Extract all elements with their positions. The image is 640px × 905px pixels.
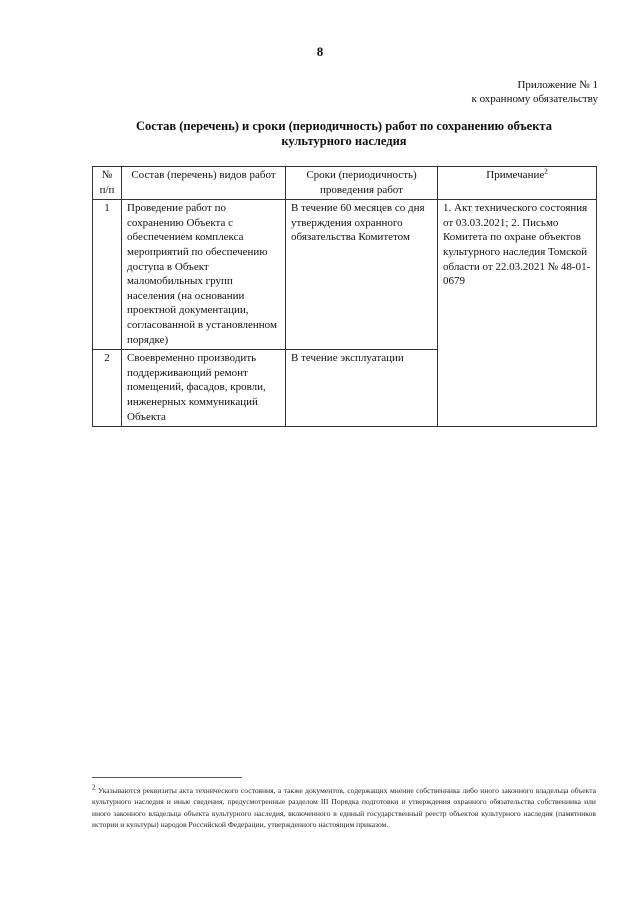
- row-terms-cell: В течение 60 месяцев со дня утверждения охранного обязательства Комитетом: [286, 200, 438, 350]
- appendix-reference: [338, 78, 598, 106]
- works-table: [92, 166, 597, 427]
- header-terms: Сроки (периодичность) проведения работ: [286, 167, 438, 200]
- header-num: № п/п: [93, 167, 122, 200]
- table-header-row: [93, 167, 597, 200]
- footnote-mark: 2: [92, 783, 96, 792]
- document-title-line-1: Состав (перечень) и сроки (периодичность) работ по сохранению объекта: [136, 119, 552, 133]
- footnote-divider: [92, 777, 242, 778]
- row-works-cell: Проведение работ по сохранению Объекта с обеспечением комплекса мероприятий по обеспечению доступа в Объект маломобильных групп населения (на основании проектной документации, согласованной в установленном порядке): [122, 200, 286, 350]
- appendix-line-2: к охранному обязательству: [471, 93, 598, 105]
- header-works: Состав (перечень) видов работ: [122, 167, 286, 200]
- footnote: [92, 785, 596, 830]
- header-note: [438, 167, 597, 200]
- row-terms-cell: В течение эксплуатации: [286, 350, 438, 427]
- appendix-line-1: Приложение № 1: [517, 79, 598, 91]
- page-number: 8: [316, 44, 324, 59]
- note-cell: 1. Акт технического состояния от 03.03.2021; 2. Письмо Комитета по охране объектов культурного наследия Томской области от 22.03.2021 № 48-01-0679: [438, 200, 597, 427]
- row-num-cell: 1: [93, 200, 122, 350]
- row-num-cell: 2: [93, 350, 122, 427]
- document-title: [92, 119, 596, 149]
- footnote-reference: 2: [544, 167, 548, 176]
- document-title-line-2: культурного наследия: [281, 134, 407, 148]
- row-works-cell: Своевременно производить поддерживающий ремонт помещений, фасадов, кровли, инженерных коммуникаций Объекта: [122, 350, 286, 427]
- table-row: [93, 200, 597, 350]
- header-note-label: Примечание: [486, 169, 545, 181]
- footnote-text: Указываются реквизиты акта технического состояния, а также документов, содержащих мнение собственника либо иного законного владельца объекта культурного наследия и иные сведения, предусмотренные разделом III Порядка подготовки и утверждения охранного обязательства собственника или иного законного владельца объекта культурного наследия, включенного в единый государственный реестр объектов культурного наследия (памятников истории и культуры) народов Российской Федерации, утвержденного настоящим приказом.: [92, 786, 596, 829]
